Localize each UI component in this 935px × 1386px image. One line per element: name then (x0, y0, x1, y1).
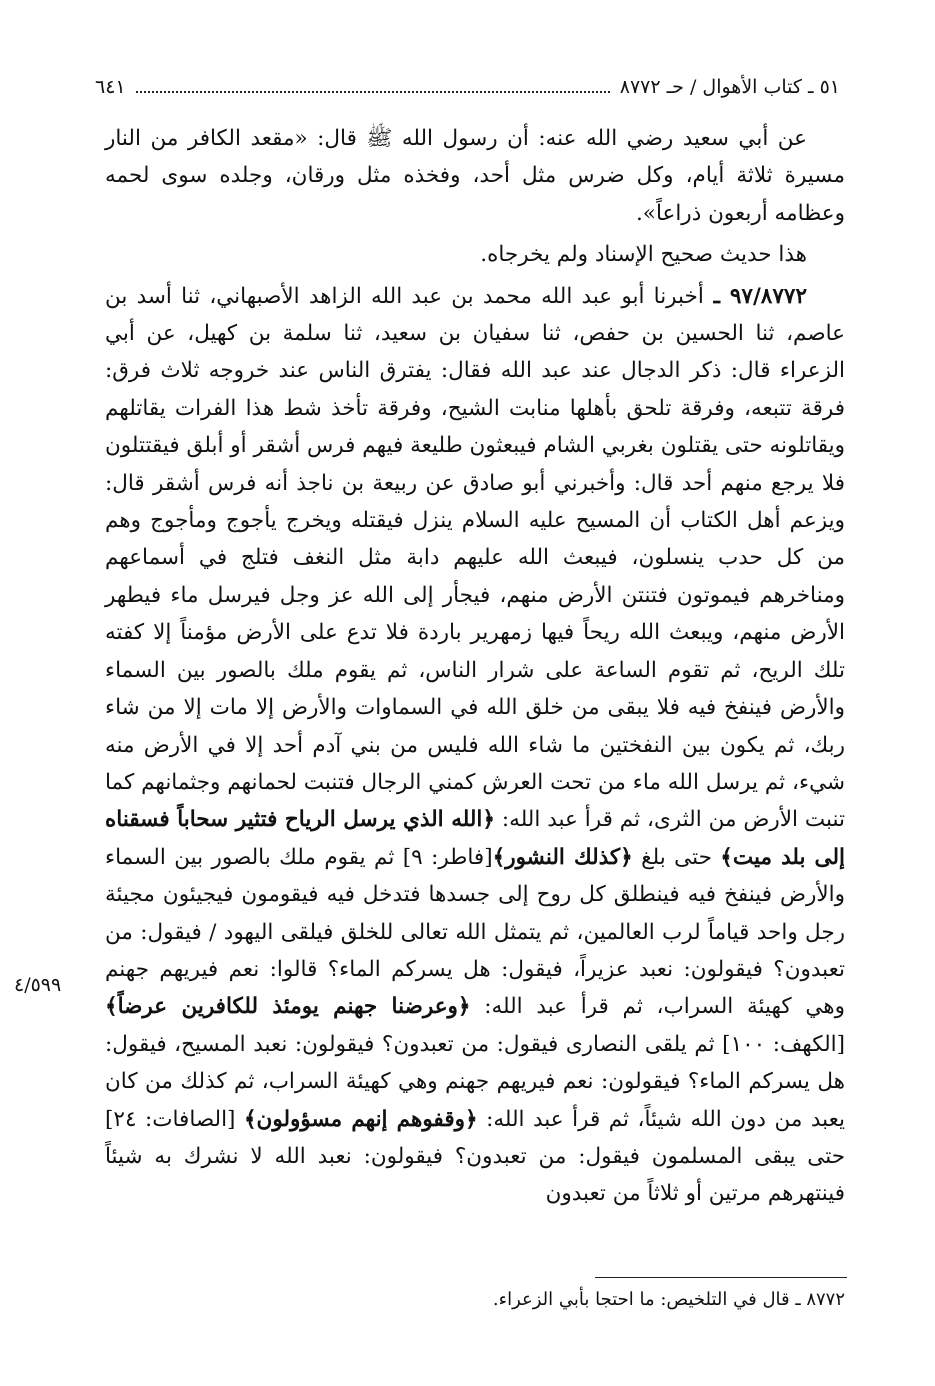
margin-reference: ٤/٥٩٩ (14, 974, 62, 996)
text-run: عن أبي سعيد رضي الله عنه: أن رسول الله ﷺ قال: «مقعد الكافر من النار مسيرة ثلاثة أيام، وكل ضرس مثل أحد، وفخذه مثل ورقان، وجلده سوى لحمه وعظامه أربعون ذراعاً». (105, 126, 845, 226)
bold-run: ٩٧/٨٧٧٢ ـ (703, 283, 807, 309)
running-header (95, 76, 840, 110)
paragraph-2 (105, 236, 845, 273)
bold-run: ﴿كذلك النشور﴾ (492, 844, 633, 870)
text-run: [الكهف: ١٠٠] ثم يلقى النصارى فيقول: من تعبدون؟ فيقولون: نعبد المسيح، فيقول: هل يسركم الماء؟ فيقولون: نعم فيريهم جهنم وهي كهيئة السراب، ثم كذلك من كان يعبد من دون الله شيئاً، ثم قرأ عبد الله: (105, 1031, 846, 1132)
paragraph-3 (105, 278, 845, 1213)
footnote: ٨٧٧٢ ـ قال في التلخيص: ما احتجا بأبي الزعراء. (492, 1289, 845, 1310)
bold-run: ﴿وعرضنا جهنم يومئذ للكافرين عرضاً﴾ (105, 994, 471, 1020)
bold-run: ﴿الله الذي يرسل الرياح فتثير سحاباً فسقناه إلى بلد ميت﴾ (105, 807, 846, 870)
text-run: أخبرنا أبو عبد الله محمد بن عبد الله الزاهد الأصبهاني، ثنا أسد بن عاصم، ثنا الحسين بن حفص، ثنا سفيان بن سعيد، ثنا سلمة بن كهيل، عن أبي الزعراء قال: ذكر الدجال عند عبد الله فقال: يفترق الناس عند خروجه ثلاث فرق: فرقة تتبعه، وفرقة تلحق بأهلها منابت الشيح، وفرقة تأخذ شط هذا الفرات يقاتلهم ويقاتلونه حتى يقتلون بغربي الشام فيبعثون طليعة فيهم فرس أشقر أو أبلق فيقتتلون فلا يرجع منهم أحد قال: وأخبرني أبو صادق عن ربيعة بن ناجذ أنه فرس أشقر قال: ويزعم أهل الكتاب أن المسيح عليه السلام ينزل فيقتله ويخرج يأجوج ومأجوج وهم من كل حدب ينسلون، فيبعث الله عليهم دابة مثل النغف فتلج في أسماعهم ومناخرهم فيموتون فتنتن الأرض منهم، فيجأر إلى الله عز وجل فيرسل ماء فيطهر الأرض منهم، ويبعث الله ريحاً فيها زمهرير باردة فلا تدع على الأرض مؤمناً إلا كفته تلك الريح، ثم تقوم الساعة على شرار الناس، ثم يقوم ملك بالصور بين السماء والأرض فينفخ فيه فلا يبقى من خلق الله في السماوات والأرض إلا مات إلا من شاء ربك، ثم يكون بين النفختين ما شاء الله فليس من بني آدم أحد إلا في الأرض منه شيء، ثم يرسل الله ماء من تحت العرش كمني الرجال فتنبت لحمانهم وجثمانهم كما تنبت الأرض من الثرى، ثم قرأ عبد الله: (105, 283, 845, 833)
text-run: [فاطر: ٩] ثم يقوم ملك بالصور بين السماء والأرض فينفخ فيه فينطلق كل روح إلى جسدها فتدخل فيه فيقومون فيجيئون مجيئة رجل واحد قياماً لرب العالمين، ثم يتمثل الله تعالى للخلق فيلقى اليهود / فيقول: من تعبدون؟ فيقولون: نعبد عزيراً، فيقول: هل يسركم الماء؟ قالوا: نعم فيريهم جهنم وهي كهيئة السراب، ثم قرأ عبد الله: (105, 844, 845, 1020)
bold-run: ﴿وقفوهم إنهم مسؤولون﴾ (243, 1106, 478, 1132)
chapter-title: ٥١ ـ كتاب الأهوال / حـ ٨٧٧٢ (619, 76, 840, 98)
dotted-leader (136, 77, 610, 93)
footnote-divider (595, 1277, 847, 1278)
text-run: هذا حديث صحيح الإسناد ولم يخرجاه. (480, 242, 807, 268)
paragraph-1 (105, 120, 845, 232)
body-text (105, 120, 845, 1213)
text-run: حتى بلغ (632, 844, 721, 870)
page-number: ٦٤١ (95, 76, 126, 98)
text-run: [الصافات: ٢٤] حتى يبقى المسلمون فيقول: من تعبدون؟ فيقولون: نعبد الله لا نشرك به شيئاً فينتهرهم مرتين أو ثلاثاً من تعبدون (105, 1106, 845, 1207)
